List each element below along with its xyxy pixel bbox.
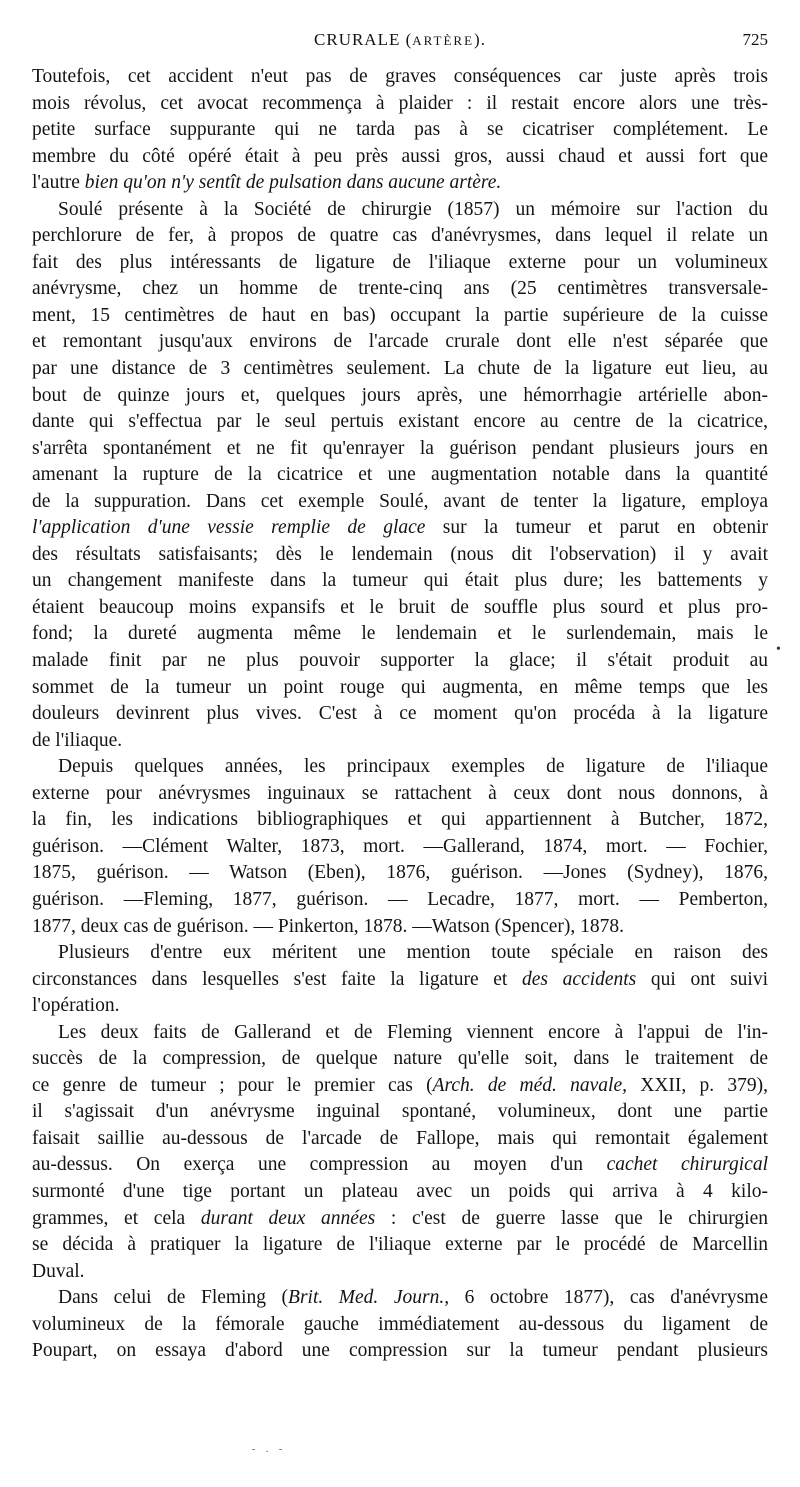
italic-phrase: l'application d'une vessie remplie de glace xyxy=(32,517,426,539)
text-line: surmonté d'une tige portant un plateau avec un poids qui arriva à 4 kilo- xyxy=(32,1180,768,1202)
text-line: 1877, deux cas de guérison. — Pinkerton, 1878. —Watson (Spencer), 1878. xyxy=(32,915,624,937)
text-line: de l'iliaque. xyxy=(32,729,123,751)
text-line: guérison. —Clément Walter, 1873, mort. —Gallerand, 1874, mort. — Fochier, xyxy=(32,835,768,857)
text-line: succès de la compression, de quelque nature qu'elle soit, dans le traitement de xyxy=(32,1048,768,1070)
text-line: petite surface suppurante qui ne tarda pas à se cicatriser complétement. Le xyxy=(32,119,768,141)
text-line: circonstances dans lesquelles s'est faite la ligature et des accidents qui ont suivi xyxy=(32,968,768,990)
italic-phrase: des accidents xyxy=(521,968,637,990)
text-line: 1875, guérison. — Watson (Eben), 1876, guérison. —Jones (Sydney), 1876, xyxy=(32,862,768,884)
text-line: bout de quinze jours et, quelques jours après, une hémorrhagie artérielle abon- xyxy=(32,384,768,406)
text-line: dante qui s'effectua par le seul pertuis existant encore au centre de la cicatrice, xyxy=(32,411,768,433)
text-line: étaient beaucoup moins expansifs et le bruit de souffle plus sourd et plus pro- xyxy=(32,596,768,618)
italic-phrase: Arch. de méd. navale, xyxy=(432,1074,628,1096)
text-line: ment, 15 centimètres de haut en bas) occupant la partie supérieure de la cuisse xyxy=(32,304,768,326)
text-line: anévrysme, chez un homme de trente-cinq ans (25 centimètres transversale- xyxy=(32,278,768,300)
text-line: l'autre bien qu'on n'y sentît de pulsation dans aucune artère. xyxy=(32,172,502,194)
margin-dot: • xyxy=(776,642,781,657)
text-line: la fin, les indications bibliographiques et qui appartiennent à Butcher, 1872, xyxy=(32,809,768,831)
text-line: grammes, et cela durant deux années : c'est de guerre lasse que le chirurgien xyxy=(32,1207,768,1229)
italic-phrase: durant deux années xyxy=(200,1207,376,1229)
text-line: amenant la rupture de la cicatrice et une augmentation notable dans la quantité xyxy=(32,464,768,486)
text-line: Soulé présente à la Société de chirurgie (1857) un mémoire sur l'action du xyxy=(58,198,768,220)
text-line: et remontant jusqu'aux environs de l'arcade crurale dont elle n'est séparée que xyxy=(32,331,768,353)
running-head xyxy=(32,30,768,64)
text-line: par une distance de 3 centimètres seulement. La chute de la ligature eut lieu, au xyxy=(32,358,768,380)
running-title-end: ). xyxy=(474,30,486,49)
italic-phrase: Brit. Med. Journ., xyxy=(288,1287,450,1309)
text-line: perchlorure de fer, à propos de quatre cas d'anévrysmes, dans lequel il relate un xyxy=(32,225,768,247)
text-line: guérison. —Fleming, 1877, guérison. — Lecadre, 1877, mort. — Pemberton, xyxy=(32,888,768,910)
text-line: douleurs devinrent plus vives. C'est à ce moment qu'on procéda à la ligature xyxy=(32,703,768,725)
text-line: Les deux faits de Gallerand et de Fleming viennent encore à l'appui de l'in- xyxy=(58,1021,768,1043)
text-line: un changement manifeste dans la tumeur qui était plus dure; les battements y xyxy=(32,570,768,592)
text-line: des résultats satisfaisants; dès le lendemain (nous dit l'observation) il y avait xyxy=(32,543,768,565)
text-line: l'opération. xyxy=(32,995,120,1017)
text-line: Depuis quelques années, les principaux exemples de ligature de l'iliaque xyxy=(58,756,768,778)
italic-phrase: cachet chirurgical xyxy=(606,1154,768,1176)
running-title xyxy=(32,30,768,50)
text-line: Poupart, on essaya d'abord une compression sur la tumeur pendant plusieurs xyxy=(32,1340,768,1362)
text-line: fait des plus intéressants de ligature de l'iliaque externe pour un volumineux xyxy=(32,251,768,273)
text-line: au-dessus. On exerça une compression au moyen d'un cachet chirurgical xyxy=(32,1154,768,1176)
text-line: l'application d'une vessie remplie de glace sur la tumeur et parut en obtenir xyxy=(32,517,768,539)
italic-phrase: bien qu'on n'y sentît de pulsation dans aucune artère. xyxy=(84,172,502,194)
text-line: malade finit par ne plus pouvoir supporter la glace; il s'était produit au xyxy=(32,650,768,672)
text-line: Toutefois, cet accident n'eut pas de graves conséquences car juste après trois xyxy=(32,66,768,87)
book-page xyxy=(32,0,768,1365)
text-line: externe pour anévrysmes inguinaux se rattachent à ceux dont nous donnons, à xyxy=(32,782,768,804)
text-line: Dans celui de Fleming (Brit. Med. Journ., 6 octobre 1877), cas d'anévrysme xyxy=(58,1287,768,1309)
running-title-small-caps: ARTÈRE xyxy=(412,33,475,48)
running-title-main: CRURALE ( xyxy=(314,30,413,49)
text-line: ce genre de tumeur ; pour le premier cas (Arch. de méd. navale, XXII, p. 379), xyxy=(32,1074,768,1096)
text-line: Duval. xyxy=(32,1260,85,1282)
page-number: 725 xyxy=(742,30,768,49)
footer-mark: - . - xyxy=(252,1444,287,1455)
text-line: volumineux de la fémorale gauche immédiatement au-dessous du ligament de xyxy=(32,1313,768,1335)
text-line: fond; la dureté augmenta même le lendemain et le surlendemain, mais le xyxy=(32,623,768,645)
text-line: mois révolus, cet avocat recommença à plaider : il restait encore alors une très- xyxy=(32,92,768,114)
text-line: se décida à pratiquer la ligature de l'iliaque externe par le procédé de Marcellin xyxy=(32,1234,768,1256)
text-line: faisait saillie au-dessous de l'arcade de Fallope, mais qui remontait également xyxy=(32,1127,768,1149)
text-line: Plusieurs d'entre eux méritent une mention toute spéciale en raison des xyxy=(58,942,768,964)
text-line: membre du côté opéré était à peu près aussi gros, aussi chaud et aussi fort que xyxy=(32,145,768,167)
text-line: il s'agissait d'un anévrysme inguinal spontané, volumineux, dont une partie xyxy=(32,1101,768,1123)
body-text xyxy=(32,64,768,1365)
text-line: de la suppuration. Dans cet exemple Soulé, avant de tenter la ligature, employa xyxy=(32,490,768,512)
text-line: s'arrêta spontanément et ne fit qu'enrayer la guérison pendant plusieurs jours en xyxy=(32,437,768,459)
text-line: sommet de la tumeur un point rouge qui augmenta, en même temps que les xyxy=(32,676,768,698)
